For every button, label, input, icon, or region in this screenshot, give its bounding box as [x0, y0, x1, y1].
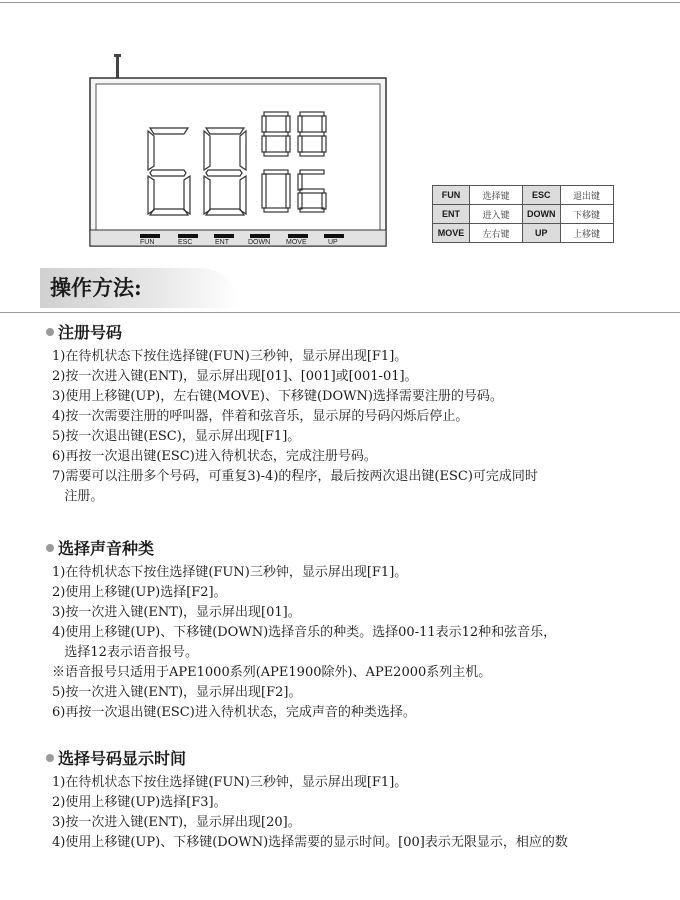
key-meaning: 选择键	[470, 186, 523, 205]
key-legend-row	[433, 205, 614, 224]
key-meaning: 退出键	[560, 186, 613, 205]
instruction-line: 注册。	[52, 489, 104, 504]
key-legend-table	[432, 185, 614, 243]
device-button-label-esc: ESC	[178, 239, 193, 246]
section-title-row	[46, 746, 568, 769]
instruction-line: 1)在待机状态下按住选择键(FUN)三秒钟，显示屏出现[F1]。	[52, 349, 408, 364]
section-display-time	[46, 746, 568, 853]
instruction-line: 6)再按一次退出键(ESC)进入待机状态，完成声音的种类选择。	[52, 705, 416, 720]
device-illustration	[88, 52, 388, 252]
section-title-row	[46, 536, 556, 559]
instruction-line: 1)在待机状态下按住选择键(FUN)三秒钟，显示屏出现[F1]。	[52, 775, 408, 790]
key-code: FUN	[433, 186, 470, 205]
key-meaning: 上移键	[560, 224, 613, 243]
instruction-line: 4)使用上移键(UP)、下移键(DOWN)选择音乐的种类。选择00-11表示12种和弦音乐，	[52, 625, 557, 640]
device-button-label-up: UP	[328, 239, 338, 246]
instruction-line: 1)在待机状态下按住选择键(FUN)三秒钟，显示屏出现[F1]。	[52, 565, 408, 580]
bullet-icon	[46, 544, 54, 552]
top-rule	[0, 2, 680, 3]
instruction-line: 4)按一次需要注册的呼叫器，伴着和弦音乐，显示屏的号码闪烁后停止。	[52, 409, 469, 424]
instruction-line: 6)再按一次退出键(ESC)进入待机状态，完成注册号码。	[52, 449, 377, 464]
note-line: ※语音报号只适用于APE1000系列(APE1900除外)、APE2000系列主机。	[52, 665, 492, 680]
device-button-label-fun: FUN	[140, 239, 155, 246]
section-sound-type	[46, 536, 556, 723]
key-code: ESC	[523, 186, 561, 205]
bullet-icon	[46, 328, 54, 336]
key-meaning: 进入键	[470, 205, 523, 224]
key-legend-row	[433, 186, 614, 205]
instruction-line: 3)按一次进入键(ENT)，显示屏出现[01]。	[52, 605, 301, 620]
instruction-line: 3)按一次进入键(ENT)，显示屏出现[20]。	[52, 815, 301, 830]
instruction-line: 2)使用上移键(UP)选择[F3]。	[52, 795, 227, 810]
key-code: ENT	[433, 205, 470, 224]
heading-rule	[0, 312, 680, 313]
instruction-line: 2)使用上移键(UP)选择[F2]。	[52, 585, 227, 600]
section-title: 选择号码显示时间	[58, 749, 187, 768]
section-title: 注册号码	[58, 323, 123, 342]
instruction-line: 7)需要可以注册多个号码，可重复3)-4)的程序，最后按两次退出键(ESC)可完成同时	[52, 469, 538, 484]
instruction-line: 3)使用上移键(UP)，左右键(MOVE)、下移键(DOWN)选择需要注册的号码。	[52, 389, 503, 404]
instruction-line: 5)按一次进入键(ENT)，显示屏出现[F2]。	[52, 685, 302, 700]
key-meaning: 左右键	[470, 224, 523, 243]
device-button-label-ent: ENT	[215, 239, 229, 246]
section-title: 选择声音种类	[58, 539, 155, 558]
instruction-line: 5)按一次退出键(ESC)，显示屏出现[F1]。	[52, 429, 301, 444]
key-code: DOWN	[523, 205, 561, 224]
instruction-line: 选择12表示语音报号。	[52, 645, 198, 660]
key-code: UP	[523, 224, 561, 243]
page-heading: 操作方法:	[50, 275, 142, 300]
key-meaning: 下移键	[560, 205, 613, 224]
key-legend-row	[433, 224, 614, 243]
section-title-row	[46, 320, 538, 343]
device-button-label-move: MOVE	[286, 239, 307, 246]
section-register-number	[46, 320, 538, 507]
key-code: MOVE	[433, 224, 470, 243]
instruction-line: 2)按一次进入键(ENT)，显示屏出现[01]、[001]或[001-01]。	[52, 369, 418, 384]
instruction-line: 4)使用上移键(UP)、下移键(DOWN)选择需要的显示时间。[00]表示无限显示，相应的数	[52, 835, 568, 850]
bullet-icon	[46, 754, 54, 762]
device-button-label-down: DOWN	[248, 239, 271, 246]
